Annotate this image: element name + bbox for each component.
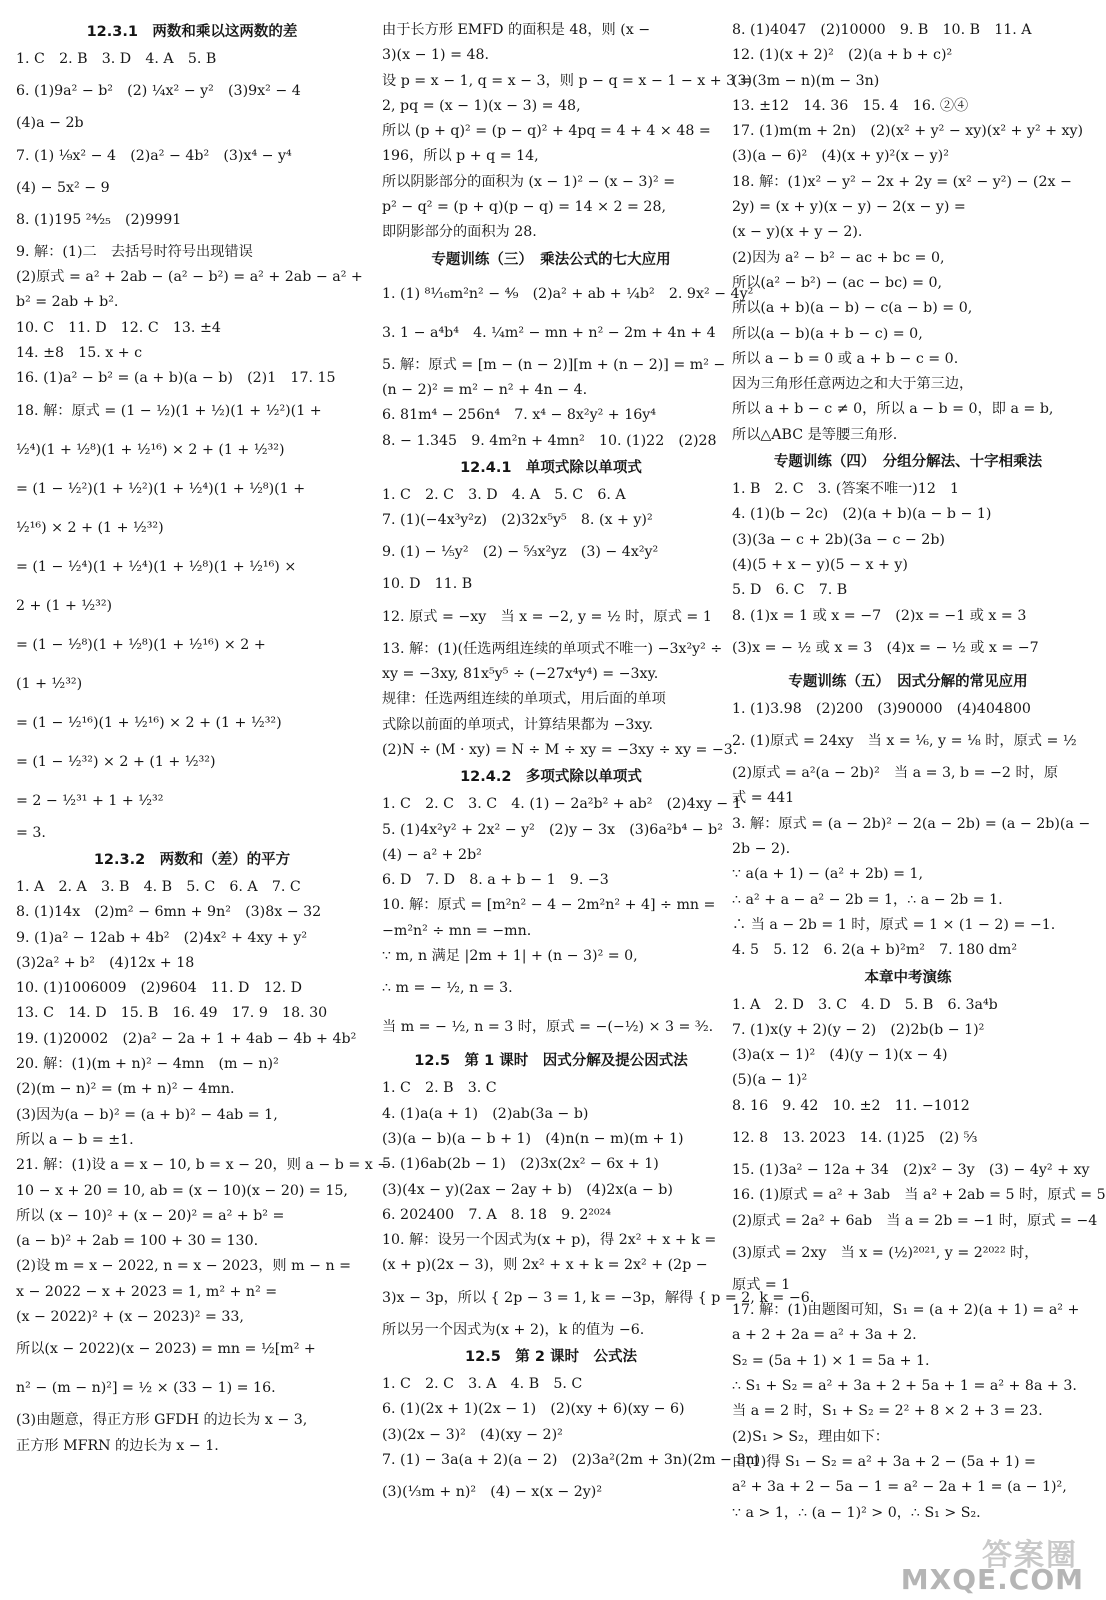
answer-line: ¹⁄₂⁴)(1 + ¹⁄₂⁸)(1 + ¹⁄₂¹⁶) × 2 + (1 + ¹⁄₂³²) [16, 441, 285, 458]
answer-line: S₂ = (5a + 1) × 1 = 5a + 1. [732, 1352, 930, 1369]
answer-line: 12. 8 13. 2023 14. (1)25 (2) ⁵⁄₃ [732, 1129, 978, 1146]
answer-line: 10. C 11. D 12. C 13. ±4 [16, 319, 221, 336]
answer-line: ∵ a > 1，∴ (a − 1)² > 0，∴ S₁ > S₂. [732, 1504, 981, 1521]
answer-line: 9. (1)a² − 12ab + 4b² (2)4x² + 4xy + y² [16, 929, 308, 946]
answer-line: 当 m = − ½, n = 3 时，原式 = −(−½) × 3 = ³⁄₂. [382, 1019, 714, 1036]
answer-line: 17. 解：(1)由题图可知，S₁ = (a + 2)(a + 1) = a² + [732, 1302, 1080, 1319]
site-watermark [884, 1530, 1084, 1596]
answer-line: 因为三角形任意两边之和大于第三边， [732, 376, 974, 393]
answer-line: 16. (1)原式 = a² + 3ab 当 a² + 2ab = 5 时，原式 = 5 [732, 1187, 1106, 1204]
answer-line: 1. (1)3.98 (2)200 (3)90000 (4)404800 [732, 700, 1031, 717]
answer-line: 由(1)得 S₁ − S₂ = a² + 3a + 2 − (5a + 1) = [732, 1453, 1036, 1470]
answer-line: (n − 2)² = m² − n² + 4n − 4. [382, 381, 588, 398]
answer-line: −m²n² ÷ mn = −mn. [382, 922, 532, 939]
answer-line: 1. C 2. B 3. D 4. A 5. B [16, 51, 217, 67]
answer-line: 1. C 2. C 3. D 4. A 5. C 6. A [382, 486, 626, 503]
section-heading-12-3-2: 12.3.2 两数和（差）的平方 [93, 851, 291, 868]
answer-line: 正方形 MFRN 的边长为 x − 1. [16, 1437, 219, 1454]
answer-line: 所以阴影部分的面积为 (x − 1)² − (x − 3)² = [382, 173, 676, 190]
answer-line: (a − b)² + 2ab = 100 + 30 = 130. [16, 1233, 259, 1250]
answer-line: 所以(a − b)(a + b − c) = 0, [732, 325, 923, 342]
answer-line: a + 2 + 2a = a² + 3a + 2. [732, 1327, 917, 1344]
answer-line: ∵ m, n 满足 |2m + 1| + (n − 3)² = 0, [382, 948, 638, 965]
answer-line: ∴ a² + a − a² − 2b = 1，∴ a − 2b = 1. [732, 891, 1003, 908]
answer-line: 规律：任选两组连续的单项式，用后面的单项 [382, 691, 666, 708]
answer-line: 所以△ABC 是等腰三角形. [732, 426, 898, 443]
answer-line: 2 + (1 + ¹⁄₂³²) [16, 597, 113, 614]
answer-line: 20. 解：(1)(m + n)² − 4mn (m − n)² [16, 1056, 279, 1073]
answer-line: 所以(x − 2022)(x − 2023) = mn = ½[m² + [16, 1341, 316, 1358]
answer-line: 6. (1)9a² − b² (2) ¼x² − y² (3)9x² − 4 [16, 83, 301, 100]
answer-line: (3)(a − 6)² (4)(x + y)²(x − y)² [732, 148, 949, 165]
column-left [16, 18, 390, 1459]
answer-line: (4)(5 + x − y)(5 − x + y) [732, 556, 908, 573]
answer-line: 所以 (p + q)² = (p − q)² + 4pq = 4 + 4 × 48 = [382, 123, 711, 140]
answer-line: n² − (m − n)²] = ½ × (33 − 1) = 16. [16, 1380, 276, 1397]
answer-line: 12. (1)(x + 2)² (2)(a + b + c)² [732, 47, 953, 64]
answer-line: 由于长方形 EMFD 的面积是 48，则 (x − [382, 22, 651, 38]
answer-line: (3)(2x − 3)² (4)(xy − 2)² [382, 1426, 563, 1443]
answer-line: (3)由题意，得正方形 GFDH 的边长为 x − 3, [16, 1412, 308, 1429]
column-right [732, 18, 1106, 1526]
answer-line: (2)S₁ > S₂，理由如下： [732, 1428, 889, 1445]
section-heading-exam-practice: 本章中考演练 [864, 969, 952, 986]
answer-line: (x + p)(2x − 3)，则 2x² + x + k = 2x² + (2p − [382, 1257, 708, 1274]
answer-line: 7. (1) ¹⁄₉x² − 4 (2)a² − 4b² (3)x⁴ − y⁴ [16, 147, 292, 164]
answer-line: (x − 2022)² + (x − 2023)² = 33, [16, 1309, 244, 1326]
answer-line: 8. (1)4047 (2)10000 9. B 10. B 11. A [732, 22, 1032, 38]
answer-line: 2. (1)原式 = 24xy 当 x = ⅙, y = ⅛ 时，原式 = ½ [732, 733, 1077, 750]
answer-line: 式除以前面的单项式，计算结果都为 −3xy. [382, 716, 654, 733]
answer-line: 5. (1)4x²y² + 2x² − y² (2)y − 3x (3)6a²b⁴ − b² [382, 821, 723, 838]
answer-line: 2y) = (x + y)(x − y) − 2(x − y) = [732, 199, 966, 216]
answer-line: 13. C 14. D 15. B 16. 49 17. 9 18. 30 [16, 1005, 328, 1022]
answer-line: ¹⁄₂¹⁶) × 2 + (1 + ¹⁄₂³²) [16, 519, 164, 536]
answer-line: 2b − 2). [732, 841, 791, 858]
section-heading-special-5: 专题训练（五） 因式分解的常见应用 [788, 673, 1028, 690]
answer-line: (3)(a − b)(a − b + 1) (4)n(n − m)(m + 1) [382, 1130, 684, 1147]
answer-line: 196，所以 p + q = 14, [382, 148, 539, 165]
answer-line: 9. (1) − ⅕y² (2) − ⁵⁄₃x²yz (3) − 4x²y² [382, 544, 659, 561]
answer-line: 15. (1)3a² − 12a + 34 (2)x² − 3y (3) − 4y² + xy [732, 1161, 1090, 1178]
answer-line: (1 + ¹⁄₂³²) [16, 675, 83, 692]
answer-line: 5. (1)6ab(2b − 1) (2)3x(2x² − 6x + 1) [382, 1156, 659, 1173]
watermark-url: MXQE.COM [900, 1563, 1084, 1596]
answer-line: 3. 1 − a⁴b⁴ 4. ¼m² − mn + n² − 2m + 4n + 4 [382, 324, 716, 341]
answer-line: 14. ±8 15. x + c [16, 345, 143, 362]
answer-line: (2)因为 a² − b² − ac + bc = 0, [732, 249, 945, 266]
answer-line: 10. 解：设另一个因式为(x + p)，得 2x² + x + k = [382, 1232, 717, 1249]
answer-line: (3)(3m − n)(m − 3n) [732, 72, 880, 89]
answer-line: = 3. [16, 824, 46, 841]
answer-line: (3)a(x − 1)² (4)(y − 1)(x − 4) [732, 1047, 948, 1064]
watermark-logo-text: 答案圈 [982, 1538, 1078, 1573]
answer-line: 16. (1)a² − b² = (a + b)(a − b) (2)1 17. 15 [16, 370, 336, 387]
answer-line: 2, pq = (x − 1)(x − 3) = 48, [382, 97, 581, 114]
answer-line: ∴ 当 a − 2b = 1 时，原式 = 1 × (1 − 2) = −1. [732, 916, 1056, 933]
answer-line: = (1 − ¹⁄₂¹⁶)(1 + ¹⁄₂¹⁶) × 2 + (1 + ¹⁄₂³²) [16, 714, 282, 731]
answer-line: (3)原式 = 2xy 当 x = (½)²⁰²¹, y = 2²⁰²² 时， [732, 1244, 1039, 1261]
answer-line: 4. (1)a(a + 1) (2)ab(3a − b) [382, 1105, 589, 1122]
answer-line: 8. (1)195 ²⁴⁄₂₅ (2)9991 [16, 211, 182, 228]
answer-line: 所以 a − b = ±1. [16, 1131, 134, 1148]
section-heading-12-4-1: 12.4.1 单项式除以单项式 [460, 459, 642, 476]
answer-line: 8. − 1.345 9. 4m²n + 4mn² 10. (1)22 (2)28 [382, 432, 717, 449]
answer-line: = (1 − ¹⁄₂²)(1 + ¹⁄₂²)(1 + ¹⁄₂⁴)(1 + ¹⁄₂⁸)(1 + [16, 480, 306, 497]
answer-line: (3)因为(a − b)² = (a + b)² − 4ab = 1, [16, 1106, 278, 1123]
answer-line: 1. A 2. A 3. B 4. B 5. C 6. A 7. C [16, 878, 301, 895]
answer-line: (3)(3a − c + 2b)(3a − c − 2b) [732, 531, 945, 548]
answer-line: = 2 − ¹⁄₂³¹ + 1 + ¹⁄₂³² [16, 792, 164, 809]
answer-line: = (1 − ¹⁄₂³²) × 2 + (1 + ¹⁄₂³²) [16, 753, 216, 770]
answer-line: 设 p = x − 1, q = x − 3，则 p − q = x − 1 − x + 3 = [382, 72, 752, 89]
answer-line: 19. (1)20002 (2)a² − 2a + 1 + 4ab − 4b + 4b² [16, 1030, 357, 1047]
answer-line: 所以另一个因式为(x + 2)，k 的值为 −6. [382, 1321, 645, 1338]
answer-line: b² = 2ab + b². [16, 294, 119, 311]
answer-line: 10 − x + 20 = 10, ab = (x − 10)(x − 20) = 15, [16, 1182, 348, 1199]
answer-line: (3)(⅓m + n)² (4) − x(x − 2y)² [382, 1484, 603, 1501]
answer-line: (2)原式 = a² + 2ab − (a² − b²) = a² + 2ab − a² + [16, 269, 363, 286]
answer-line: x − 2022 − x + 2023 = 1, m² + n² = [16, 1283, 278, 1300]
answer-line: 5. D 6. C 7. B [732, 582, 848, 599]
answer-line: 当 a = 2 时，S₁ + S₂ = 2² + 8 × 2 + 3 = 23. [732, 1403, 1043, 1420]
answer-line: (2)原式 = 2a² + 6ab 当 a = 2b = −1 时，原式 = −4 [732, 1212, 1098, 1229]
answer-line: 6. 202400 7. A 8. 18 9. 2²⁰²⁴ [382, 1206, 611, 1223]
answer-line: 3. 解：原式 = (a − 2b)² − 2(a − 2b) = (a − 2b)(a − [732, 815, 1091, 832]
section-heading-special-4: 专题训练（四） 分组分解法、十字相乘法 [773, 454, 1043, 471]
answer-line: 8. (1)14x (2)m² − 6mn + 9n² (3)8x − 32 [16, 904, 322, 921]
answer-line: 3)(x − 1) = 48. [382, 47, 490, 64]
answer-line: (x − y)(x + y − 2). [732, 224, 863, 241]
answer-line: (4)a − 2b [16, 115, 84, 132]
answer-line: 1. C 2. C 3. A 4. B 5. C [382, 1375, 583, 1392]
answer-line: 7. (1)(−4x³y²z) (2)32x⁵y⁵ 8. (x + y)² [382, 512, 653, 529]
answer-line: 13. ±12 14. 36 15. 4 16. ②④ [732, 97, 969, 114]
answer-line: 4. 5 5. 12 6. 2(a + b)²m² 7. 180 dm² [732, 942, 1018, 959]
answer-line: 1. (1) ⁸¹⁄₁₆m²n² − ⁴⁄₉ (2)a² + ab + ¼b² 2. 9x² − 4y² [382, 285, 754, 302]
answer-line: 原式 = 1 [732, 1276, 791, 1293]
section-heading-12-5-lesson-1: 12.5 第 1 课时 因式分解及提公因式法 [414, 1053, 688, 1070]
answer-line: a² + 3a + 2 − 5a − 1 = a² − 2a + 1 = (a − 1)², [732, 1479, 1067, 1496]
answer-line: 13. 解：(1)(任选两组连续的单项式不唯一) −3x²y² ÷ [382, 640, 723, 657]
answer-line: 所以(a² − b²) − (ac − bc) = 0, [732, 274, 943, 291]
answer-line: = (1 − ¹⁄₂⁸)(1 + ¹⁄₂⁸)(1 + ¹⁄₂¹⁶) × 2 + [16, 636, 266, 653]
answer-line: ∵ a(a + 1) − (a² + 2b) = 1, [732, 866, 924, 883]
answer-line: (3)(4x − y)(2ax − 2ay + b) (4)2x(a − b) [382, 1181, 673, 1198]
section-heading-12-4-2: 12.4.2 多项式除以单项式 [460, 769, 642, 786]
section-heading-12-5-lesson-2: 12.5 第 2 课时 公式法 [465, 1348, 637, 1365]
answer-line: (4) − 5x² − 9 [16, 179, 110, 196]
answer-line: (5)(a − 1)² [732, 1072, 808, 1089]
answer-line: 6. (1)(2x + 1)(2x − 1) (2)(xy + 6)(xy − 6) [382, 1401, 685, 1418]
answer-line: 18. 解：(1)x² − y² − 2x + 2y = (x² − y²) − (2x − [732, 173, 1072, 190]
answer-line: (2)原式 = a²(a − 2b)² 当 a = 3, b = −2 时，原 [732, 765, 1059, 782]
answer-line: (3)2a² + b² (4)12x + 18 [16, 954, 195, 971]
answer-line: (3)x = − ½ 或 x = 3 (4)x = − ½ 或 x = −7 [732, 639, 1039, 656]
answer-line: 3)x − 3p，所以 { 2p − 3 = 1, k = −3p，解得 { p = 2, k = −6. [382, 1289, 815, 1306]
answer-line: 10. D 11. B [382, 576, 473, 593]
answer-line: p² − q² = (p + q)(p − q) = 14 × 2 = 28, [382, 199, 666, 216]
answer-line: 所以 a − b = 0 或 a + b − c = 0. [732, 350, 959, 367]
answer-line: (2)设 m = x − 2022, n = x − 2023，则 m − n = [16, 1258, 352, 1275]
answer-line: 1. C 2. C 3. C 4. (1) − 2a²b² + ab² (2)4xy − 1 [382, 796, 742, 813]
answer-line: 18. 解：原式 = (1 − ½)(1 + ½)(1 + ¹⁄₂²)(1 + [16, 402, 322, 419]
answer-line: 所以 a + b − c ≠ 0，所以 a − b = 0，即 a = b, [732, 401, 1054, 418]
answer-line: 1. B 2. C 3. (答案不唯一)12 1 [732, 481, 960, 498]
answer-line: 10. (1)1006009 (2)9604 11. D 12. D [16, 980, 303, 997]
answer-line: ∴ S₁ + S₂ = a² + 3a + 2 + 5a + 1 = a² + 8a + 3. [732, 1378, 1077, 1395]
answer-line: 5. 解：原式 = [m − (n − 2)][m + (n − 2)] = m² − [382, 356, 726, 373]
answer-line: (2)(m − n)² = (m + n)² − 4mn. [16, 1081, 235, 1098]
answer-line: (2)N ÷ (M · xy) = N ÷ M ÷ xy = −3xy ÷ xy = −3. [382, 741, 738, 758]
answer-line: 17. (1)m(m + 2n) (2)(x² + y² − xy)(x² + y² + xy) [732, 123, 1084, 140]
answer-line: ∴ m = − ½, n = 3. [382, 980, 513, 997]
answer-line: 1. C 2. B 3. C [382, 1080, 497, 1097]
answer-line: 所以(a + b)(a − b) − c(a − b) = 0, [732, 300, 973, 317]
answer-line: 10. 解：原式 = [m²n² − 4 − 2m²n² + 4] ÷ mn = [382, 897, 716, 914]
answer-line: 7. (1)x(y + 2)(y − 2) (2)2b(b − 1)² [732, 1021, 985, 1038]
answer-line: = (1 − ¹⁄₂⁴)(1 + ¹⁄₂⁴)(1 + ¹⁄₂⁸)(1 + ¹⁄₂¹⁶) × [16, 558, 297, 575]
section-heading-special-3: 专题训练（三） 乘法公式的七大应用 [431, 251, 671, 268]
answer-line: 8. (1)x = 1 或 x = −7 (2)x = −1 或 x = 3 [732, 607, 1027, 624]
answer-line: (4) − a² + 2b² [382, 846, 482, 863]
answer-line: 式 = 441 [732, 790, 795, 807]
answer-line: 4. (1)(b − 2c) (2)(a + b)(a − b − 1) [732, 506, 992, 523]
answer-line: 21. 解：(1)设 a = x − 10, b = x − 20，则 a − b = x − [16, 1157, 390, 1174]
answer-line: 12. 原式 = −xy 当 x = −2, y = ½ 时，原式 = 1 [382, 608, 712, 625]
section-heading-12-3-1: 12.3.1 两数和乘以这两数的差 [86, 24, 298, 40]
answer-line: 1. A 2. D 3. C 4. D 5. B 6. 3a⁴b [732, 996, 998, 1013]
answer-line: 9. 解：(1)二 去括号时符号出现错误 [16, 243, 253, 260]
answer-line: 6. 81m⁴ − 256n⁴ 7. x⁴ − 8x²y² + 16y⁴ [382, 407, 656, 424]
answer-line: 7. (1) − 3a(a + 2)(a − 2) (2)3a²(2m + 3n)(2m − 3n) [382, 1451, 761, 1468]
answer-line: 即阴影部分的面积为 28. [382, 224, 537, 241]
answer-line: 8. 16 9. 42 10. ±2 11. −1012 [732, 1097, 970, 1114]
answer-line: 所以 (x − 10)² + (x − 20)² = a² + b² = [16, 1207, 285, 1224]
answer-line: xy = −3xy, 81x⁵y⁵ ÷ (−27x⁴y⁴) = −3xy. [382, 666, 659, 683]
answer-line: 6. D 7. D 8. a + b − 1 9. −3 [382, 872, 609, 889]
